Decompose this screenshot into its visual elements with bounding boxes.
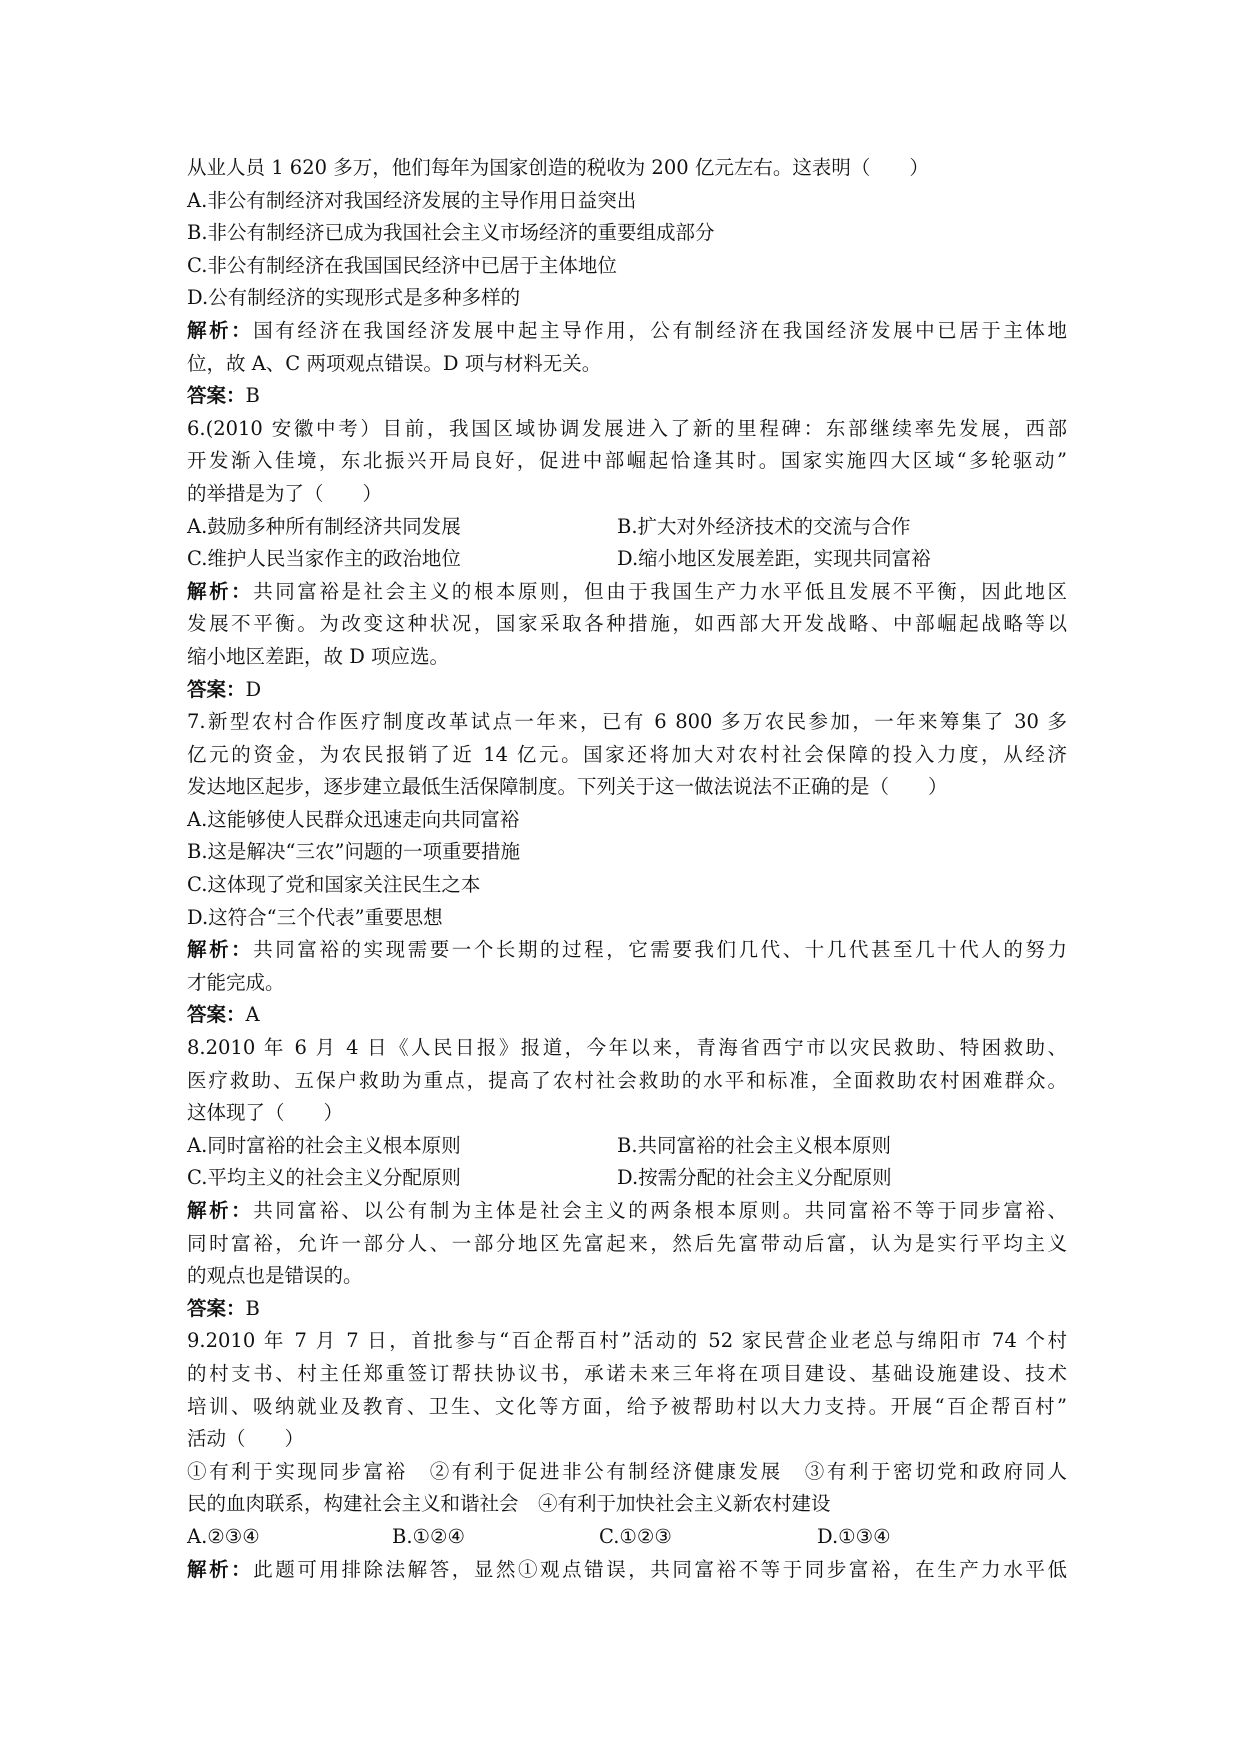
question-stem: 这体现了（ ） <box>187 1101 344 1125</box>
question-stem: 的举措是为了（ ） <box>187 481 383 505</box>
option-a: A.非公有制经济对我国经济发展的主导作用日益突出 <box>187 188 637 212</box>
statements: ①有利于实现同步富裕 ②有利于促进非公有制经济健康发展 ③有利于密切党和政府同人 <box>187 1459 1067 1483</box>
analysis-text: 发展不平衡。为改变这种状况，国家采取各种措施，如西部大开发战略、中部崛起战略等以 <box>187 612 1067 636</box>
option-a: A.同时富裕的社会主义根本原则 <box>187 1133 461 1157</box>
question-8 <box>187 1032 1067 1325</box>
option-a: A.这能够使人民群众迅速走向共同富裕 <box>187 807 520 831</box>
options-row <box>187 511 1067 544</box>
question-9 <box>187 1325 1067 1586</box>
option-c: C.这体现了党和国家关注民生之本 <box>187 873 481 897</box>
analysis-text: 的观点也是错误的。 <box>187 1264 363 1288</box>
analysis <box>187 934 1067 967</box>
question-stem: 开发渐入佳境，东北振兴开局良好，促进中部崛起恰逢其时。国家实施四大区域“多轮驱动” <box>187 449 1067 473</box>
question-5 <box>187 152 1067 413</box>
analysis <box>187 1554 1067 1587</box>
question-stem: 活动（ ） <box>187 1427 305 1451</box>
answer-label: 答案： <box>187 1003 246 1027</box>
analysis-label: 解析： <box>187 938 254 962</box>
question-stem: 9.2010 年 7 月 7 日，首批参与“百企帮百村”活动的 52 家民营企业老总与绵阳市 74 个村 <box>187 1329 1067 1353</box>
option-d: D.①③④ <box>817 1524 891 1548</box>
answer-label: 答案： <box>187 677 246 701</box>
question-stem: 的村支书、村主任郑重签订帮扶协议书，承诺未来三年将在项目建设、基础设施建设、技术 <box>187 1361 1067 1385</box>
analysis-label: 解析： <box>187 318 254 342</box>
option-d: D.按需分配的社会主义分配原则 <box>617 1166 892 1190</box>
question-6 <box>187 413 1067 706</box>
statements: 民的血肉联系，构建社会主义和谐社会 ④有利于加快社会主义新农村建设 <box>187 1492 831 1516</box>
analysis-text: 此题可用排除法解答，显然①观点错误，共同富裕不等于同步富裕，在生产力水平低 <box>253 1557 1067 1581</box>
document-page <box>187 152 1067 1586</box>
question-7 <box>187 706 1067 1032</box>
question-stem: 亿元的资金，为农民报销了近 14 亿元。国家还将加大对农村社会保障的投入力度，从经济 <box>187 742 1067 766</box>
analysis-text: 共同富裕、以公有制为主体是社会主义的两条根本原则。共同富裕不等于同步富裕、 <box>253 1199 1067 1222</box>
answer <box>187 999 1067 1032</box>
options-row <box>187 1162 1067 1195</box>
option-c: C.平均主义的社会主义分配原则 <box>187 1166 461 1190</box>
option-c: C.①②③ <box>599 1524 672 1548</box>
analysis-text: 位，故 A、C 两项观点错误。D 项与材料无关。 <box>187 351 602 375</box>
question-stem: 从业人员 1 620 多万，他们每年为国家创造的税收为 200 亿元左右。这表明（ ） <box>187 156 929 179</box>
analysis <box>187 315 1067 348</box>
answer-value: D <box>245 677 262 701</box>
question-stem: 医疗救助、五保户救助为重点，提高了农村社会救助的水平和标准，全面救助农村困难群众。 <box>187 1068 1067 1092</box>
option-b: B.这是解决“三农”问题的一项重要措施 <box>187 840 520 864</box>
answer-value: A <box>245 1003 260 1027</box>
options-row <box>187 1521 1067 1554</box>
analysis-label: 解析： <box>187 579 254 603</box>
question-stem: 培训、吸纳就业及教育、卫生、文化等方面，给予被帮助村以大力支持。开展“百企帮百村” <box>187 1394 1067 1418</box>
analysis-text: 国有经济在我国经济发展中起主导作用，公有制经济在我国经济发展中已居于主体地 <box>253 318 1067 342</box>
option-c: C.非公有制经济在我国国民经济中已居于主体地位 <box>187 253 617 277</box>
answer-value: B <box>245 1296 260 1320</box>
question-stem: 发达地区起步，逐步建立最低生活保障制度。下列关于这一做法说法不正确的是（ ） <box>187 775 948 799</box>
analysis-text: 缩小地区差距，故 D 项应选。 <box>187 644 450 668</box>
option-b: B.①②④ <box>392 1524 465 1548</box>
option-d: D.公有制经济的实现形式是多种多样的 <box>187 286 521 310</box>
option-d: D.缩小地区发展差距，实现共同富裕 <box>617 547 931 571</box>
option-c: C.维护人民当家作主的政治地位 <box>187 547 461 571</box>
question-stem: 7.新型农村合作医疗制度改革试点一年来，已有 6 800 多万农民参加，一年来筹集了 30 多 <box>187 710 1067 734</box>
option-b: B.非公有制经济已成为我国社会主义市场经济的重要组成部分 <box>187 221 715 245</box>
question-stem: 6.(2010 安徽中考）目前，我国区域协调发展进入了新的里程碑：东部继续率先发展，西部 <box>187 416 1067 440</box>
option-a: A.鼓励多种所有制经济共同发展 <box>187 514 461 538</box>
answer-label: 答案： <box>187 384 246 408</box>
answer-value: B <box>245 384 260 408</box>
analysis <box>187 576 1067 609</box>
answer-label: 答案： <box>187 1296 246 1320</box>
option-b: B.共同富裕的社会主义根本原则 <box>617 1133 892 1157</box>
analysis <box>187 1195 1067 1228</box>
answer <box>187 380 1067 413</box>
question-stem: 8.2010 年 6 月 4 日《人民日报》报道，今年以来，青海省西宁市以灾民救助、特困救助、 <box>187 1036 1067 1060</box>
analysis-text: 同时富裕，允许一部分人、一部分地区先富起来，然后先富带动后富，认为是实行平均主义 <box>187 1231 1067 1255</box>
option-a: A.②③④ <box>187 1524 260 1548</box>
options-row <box>187 543 1067 576</box>
option-b: B.扩大对外经济技术的交流与合作 <box>617 514 911 538</box>
analysis-label: 解析： <box>187 1557 254 1581</box>
answer <box>187 674 1067 707</box>
answer <box>187 1293 1067 1326</box>
options-row <box>187 1130 1067 1163</box>
analysis-text: 共同富裕的实现需要一个长期的过程，它需要我们几代、十几代甚至几十代人的努力 <box>253 938 1067 962</box>
analysis-text: 才能完成。 <box>187 970 285 994</box>
analysis-label: 解析： <box>187 1199 254 1222</box>
option-d: D.这符合“三个代表”重要思想 <box>187 905 443 929</box>
analysis-text: 共同富裕是社会主义的根本原则，但由于我国生产力水平低且发展不平衡，因此地区 <box>253 579 1067 603</box>
